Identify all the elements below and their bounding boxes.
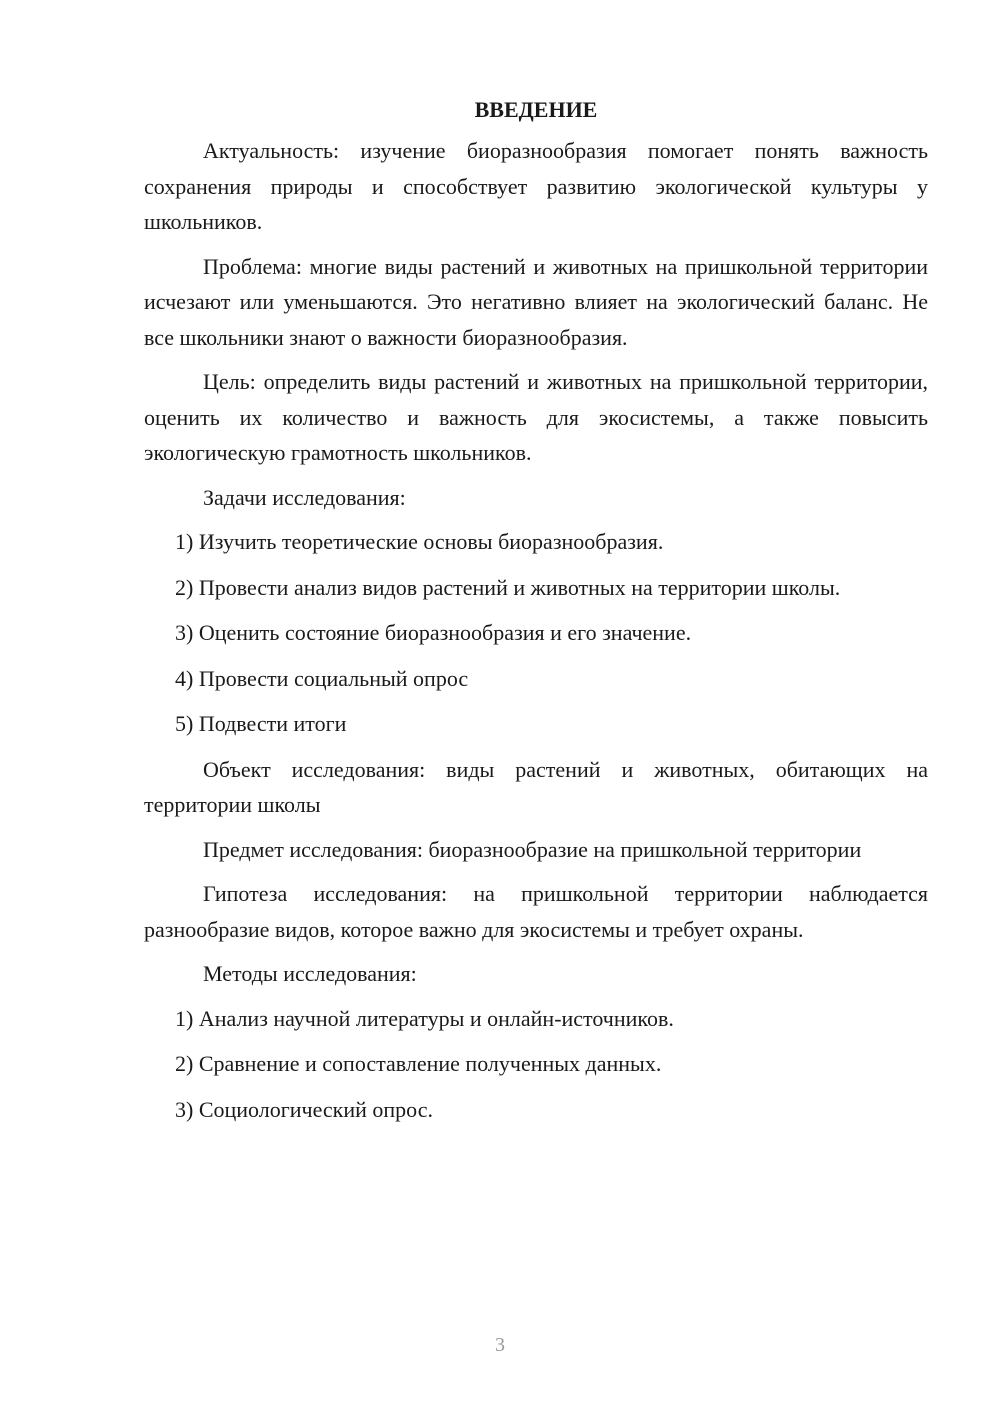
task-item-3: 3) Оценить состояние биоразнообразия и его значение. xyxy=(175,620,692,645)
document-page xyxy=(144,92,928,1137)
object-paragraph: Объект исследования: виды растений и животных, обитающих на территории школы xyxy=(144,756,928,817)
method-item-2: 2) Сравнение и сопоставление полученных данных. xyxy=(175,1051,662,1076)
tasks-heading: Задачи исследования: xyxy=(203,484,406,510)
subject-paragraph: Предмет исследования: биоразнообразие на пришкольной территории xyxy=(203,836,862,862)
task-item-5: 5) Подвести итоги xyxy=(175,711,347,736)
methods-heading: Методы исследования: xyxy=(203,961,417,986)
page-number: 3 xyxy=(495,1334,505,1356)
method-item-3: 3) Социологический опрос. xyxy=(175,1096,433,1122)
method-item-1: 1) Анализ научной литературы и онлайн-источников. xyxy=(175,1005,674,1031)
task-item-4: 4) Провести социальный опрос xyxy=(175,665,469,691)
problem-paragraph: Проблема: многие виды растений и животных на пришкольной территории исчезают или уменьшаются. Это негативно влияет на экологический баланс. Не все школьники знают о важности биоразнообразия. xyxy=(144,253,928,350)
goal-paragraph: Цель: определить виды растений и животных на пришкольной территории, оценить их количество и важность для экосистемы, а также повысить экологическую грамотность школьников. xyxy=(144,369,928,465)
task-item-1: 1) Изучить теоретические основы биоразнообразия. xyxy=(175,529,664,554)
hypothesis-paragraph: Гипотеза исследования: на пришкольной территории наблюдается разнообразие видов, которое важно для экосистемы и требует охраны. xyxy=(144,881,928,942)
task-item-2: 2) Провести анализ видов растений и животных на территории школы. xyxy=(175,574,841,600)
relevance-paragraph: Актуальность: изучение биоразнообразия помогает понять важность сохранения природы и способствует развитию экологической культуры у школьников. xyxy=(144,138,928,234)
section-heading: ВВЕДЕНИЕ xyxy=(474,97,598,122)
